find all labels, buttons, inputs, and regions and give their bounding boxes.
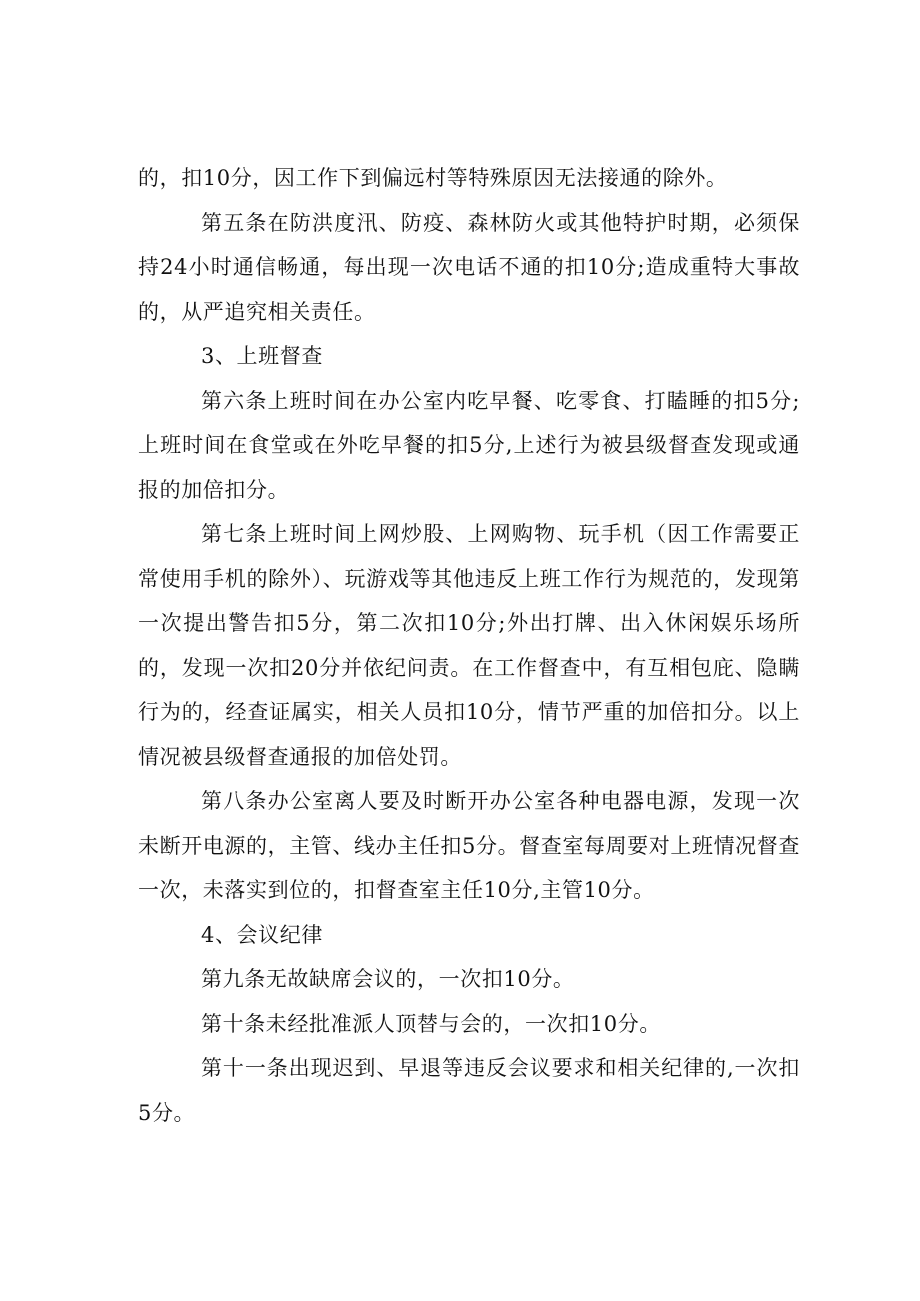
section-heading-meeting-discipline: 4、会议纪律 bbox=[201, 922, 323, 947]
paragraph-article-10: 第十条未经批准派人顶替与会的，一次扣10分。 bbox=[201, 1011, 661, 1036]
paragraph-article-9: 第九条无故缺席会议的，一次扣10分。 bbox=[201, 967, 575, 991]
document-body bbox=[138, 156, 800, 1135]
paragraph-continuation: 的，扣10分，因工作下到偏远村等特殊原因无法接通的除外。 bbox=[138, 166, 728, 190]
paragraph-article-11: 第十一条出现迟到、早退等违反会议要求和相关纪律的,一次扣5分。 bbox=[138, 1056, 800, 1125]
paragraph-article-5: 第五条在防洪度汛、防疫、森林防火或其他特护时期，必须保持24小时通信畅通，每出现一次电话不通的扣10分;造成重特大事故的，从严追究相关责任。 bbox=[138, 210, 800, 324]
paragraph-article-6: 第六条上班时间在办公室内吃早餐、吃零食、打瞌睡的扣5分;上班时间在食堂或在外吃早餐的扣5分,上述行为被县级督查发现或通报的加倍扣分。 bbox=[138, 388, 800, 502]
paragraph-article-7: 第七条上班时间上网炒股、上网购物、玩手机（因工作需要正常使用手机的除外）、玩游戏等其他违反上班工作行为规范的，发现第一次提出警告扣5分，第二次扣10分;外出打牌、出入休闲娱乐场所的，发现一次扣20分并依纪问责。在工作督查中，有互相包庇、隐瞒行为的，经查证属实，相关人员扣10分，情节严重的加倍扣分。以上情况被县级督查通报的加倍处罚。 bbox=[138, 522, 800, 769]
paragraph-article-8: 第八条办公室离人要及时断开办公室各种电器电源，发现一次未断开电源的，主管、线办主任扣5分。督查室每周要对上班情况督查一次，未落实到位的，扣督查室主任10分,主管10分。 bbox=[138, 789, 800, 902]
section-heading-work-inspection: 3、上班督查 bbox=[201, 344, 323, 368]
